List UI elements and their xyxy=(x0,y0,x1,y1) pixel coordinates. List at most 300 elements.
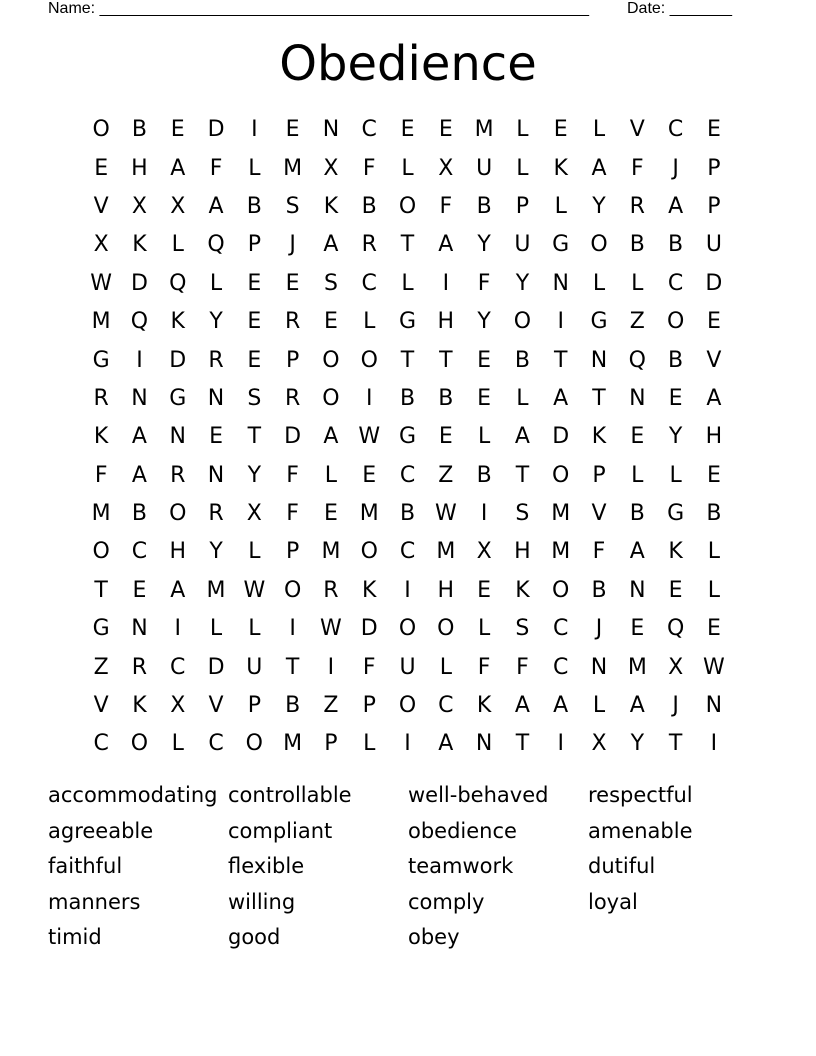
grid-letter[interactable]: X xyxy=(668,654,684,680)
grid-letter[interactable]: E xyxy=(323,309,338,335)
grid-letter[interactable]: F xyxy=(209,155,223,181)
grid-letter[interactable]: E xyxy=(438,424,453,450)
grid-letter[interactable]: L xyxy=(363,731,376,757)
grid-letter[interactable]: Y xyxy=(477,309,491,335)
grid-letter[interactable]: L xyxy=(363,309,376,335)
grid-letter[interactable]: I xyxy=(174,616,181,642)
grid-letter[interactable]: H xyxy=(437,309,455,335)
grid-letter[interactable]: J xyxy=(672,155,679,181)
grid-letter[interactable]: O xyxy=(169,501,187,527)
grid-letter[interactable]: Q xyxy=(207,232,225,258)
grid-letter[interactable]: G xyxy=(92,347,110,373)
grid-letter[interactable]: K xyxy=(668,539,683,565)
grid-letter[interactable]: O xyxy=(92,117,110,143)
grid-letter[interactable]: K xyxy=(476,693,492,719)
grid-letter[interactable]: A xyxy=(553,693,569,719)
grid-letter[interactable]: P xyxy=(707,155,721,181)
date-field[interactable]: Date: _______ xyxy=(627,0,732,17)
grid-letter[interactable]: B xyxy=(629,501,645,527)
grid-letter[interactable]: S xyxy=(323,270,338,296)
grid-letter[interactable]: R xyxy=(170,462,186,488)
grid-letter[interactable]: G xyxy=(667,501,685,527)
grid-letter[interactable]: L xyxy=(554,193,567,219)
grid-letter[interactable]: S xyxy=(247,385,262,411)
grid-row xyxy=(82,418,734,456)
grid-letter[interactable]: B xyxy=(246,193,262,219)
grid-letter[interactable]: E xyxy=(132,577,147,603)
grid-letter[interactable]: L xyxy=(439,654,452,680)
grid-letter[interactable]: B xyxy=(668,347,684,373)
grid-letter[interactable]: L xyxy=(592,117,606,143)
grid-letter[interactable]: N xyxy=(629,385,646,411)
grid-letter[interactable]: J xyxy=(595,616,603,642)
grid-letter[interactable]: U xyxy=(476,155,493,181)
grid-letter[interactable]: I xyxy=(327,654,335,680)
grid-letter[interactable]: L xyxy=(669,462,682,488)
grid-letter[interactable]: W xyxy=(434,501,457,527)
grid-letter[interactable]: L xyxy=(516,155,529,181)
grid-letter[interactable]: Y xyxy=(209,309,223,335)
grid-letter[interactable]: Y xyxy=(477,232,491,258)
grid-letter[interactable]: X xyxy=(131,193,147,219)
grid-letter[interactable]: N xyxy=(590,347,608,373)
grid-letter[interactable]: K xyxy=(591,424,607,450)
grid-letter[interactable]: A xyxy=(514,693,530,719)
grid-letter[interactable]: L xyxy=(707,577,721,603)
grid-letter[interactable]: M xyxy=(474,117,494,143)
grid-letter[interactable]: Y xyxy=(630,731,645,757)
grid-letter[interactable]: O xyxy=(513,309,532,335)
grid-letter[interactable]: E xyxy=(285,117,300,143)
grid-letter[interactable]: R xyxy=(284,309,301,335)
grid-letter[interactable]: R xyxy=(208,347,224,373)
grid-letter[interactable]: M xyxy=(359,501,379,527)
grid-letter[interactable]: Y xyxy=(247,462,262,488)
grid-letter[interactable]: D xyxy=(705,270,723,296)
grid-letter[interactable]: T xyxy=(515,731,530,757)
grid-letter[interactable]: E xyxy=(553,117,568,143)
grid-letter[interactable]: E xyxy=(247,270,262,296)
grid-letter[interactable]: O xyxy=(360,539,378,565)
grid-letter[interactable]: F xyxy=(592,539,606,565)
grid-letter[interactable]: T xyxy=(668,731,683,757)
grid-letter[interactable]: I xyxy=(136,347,143,373)
grid-letter[interactable]: E xyxy=(477,385,492,411)
grid-letter[interactable]: A xyxy=(629,693,645,719)
grid-letter[interactable]: P xyxy=(324,731,338,757)
grid-letter[interactable]: B xyxy=(514,347,530,373)
grid-letter[interactable]: S xyxy=(285,193,300,219)
grid-letter[interactable]: Q xyxy=(130,309,149,335)
grid-letter[interactable]: P xyxy=(707,193,721,219)
grid-letter[interactable]: W xyxy=(243,577,266,603)
grid-letter[interactable]: E xyxy=(438,117,453,143)
grid-letter[interactable]: T xyxy=(94,577,108,603)
grid-letter[interactable]: O xyxy=(398,616,417,642)
grid-letter[interactable]: O xyxy=(590,232,608,258)
grid-letter[interactable]: V xyxy=(591,501,607,527)
grid-letter[interactable]: B xyxy=(131,117,147,143)
grid-letter[interactable]: H xyxy=(169,539,187,565)
grid-letter[interactable]: O xyxy=(552,462,570,488)
grid-letter[interactable]: A xyxy=(170,155,186,181)
grid-letter[interactable]: M xyxy=(206,577,226,603)
grid-letter[interactable]: E xyxy=(477,577,492,603)
grid-letter[interactable]: B xyxy=(476,193,492,219)
grid-letter[interactable]: L xyxy=(209,270,223,296)
grid-letter[interactable]: A xyxy=(438,232,454,258)
grid-letter[interactable]: E xyxy=(630,424,645,450)
grid-letter[interactable]: I xyxy=(557,309,564,335)
grid-letter[interactable]: B xyxy=(361,193,377,219)
grid-letter[interactable]: I xyxy=(289,616,296,642)
grid-letter[interactable]: W xyxy=(90,270,113,296)
word-bank-item: dutiful xyxy=(588,854,656,878)
grid-letter[interactable]: X xyxy=(246,501,262,527)
grid-letter[interactable]: G xyxy=(552,232,570,258)
grid-letter[interactable]: T xyxy=(285,654,300,680)
grid-letter[interactable]: K xyxy=(93,424,109,450)
grid-letter[interactable]: E xyxy=(400,117,415,143)
grid-letter[interactable]: U xyxy=(399,654,416,680)
grid-letter[interactable]: F xyxy=(516,654,529,680)
grid-letter[interactable]: R xyxy=(284,385,301,411)
grid-letter[interactable]: O xyxy=(245,731,263,757)
grid-letter[interactable]: L xyxy=(631,270,644,296)
grid-letter[interactable]: E xyxy=(362,462,377,488)
grid-letter[interactable]: T xyxy=(439,347,453,373)
grid-letter[interactable]: C xyxy=(399,539,416,565)
grid-letter[interactable]: F xyxy=(362,155,376,181)
grid-row xyxy=(82,495,734,533)
grid-letter[interactable]: I xyxy=(710,731,718,757)
grid-letter[interactable]: A xyxy=(514,424,530,450)
grid-letter[interactable]: U xyxy=(705,232,722,258)
grid-letter[interactable]: M xyxy=(436,539,456,565)
grid-letter[interactable]: Y xyxy=(515,270,530,296)
grid-letter[interactable]: C xyxy=(361,270,377,296)
grid-letter[interactable]: C xyxy=(553,654,569,680)
grid-letter[interactable]: B xyxy=(131,501,147,527)
grid-letter[interactable]: I xyxy=(251,117,258,143)
grid-letter[interactable]: S xyxy=(515,501,530,527)
grid-letter[interactable]: Q xyxy=(666,616,685,642)
grid-letter[interactable]: E xyxy=(209,424,223,450)
grid-letter[interactable]: C xyxy=(208,731,224,757)
grid-letter[interactable]: E xyxy=(94,155,109,181)
grid-letter[interactable]: D xyxy=(169,347,187,373)
grid-letter[interactable]: P xyxy=(247,693,261,719)
grid-letter[interactable]: G xyxy=(92,616,110,642)
grid-letter[interactable]: P xyxy=(285,539,300,565)
grid-letter[interactable]: N xyxy=(207,385,225,411)
grid-letter[interactable]: A xyxy=(668,193,684,219)
grid-letter[interactable]: E xyxy=(706,309,721,335)
grid-letter[interactable]: C xyxy=(553,616,569,642)
grid-letter[interactable]: C xyxy=(131,539,148,565)
grid-letter[interactable]: L xyxy=(171,232,184,258)
grid-letter[interactable]: Y xyxy=(668,424,683,450)
grid-letter[interactable]: L xyxy=(401,155,414,181)
grid-letter[interactable]: X xyxy=(323,155,339,181)
grid-letter[interactable]: G xyxy=(398,309,417,335)
grid-letter[interactable]: H xyxy=(437,577,455,603)
grid-letter[interactable]: N xyxy=(131,385,148,411)
grid-letter[interactable]: A xyxy=(553,385,569,411)
name-field[interactable]: Name: _______________________________________________________ xyxy=(48,0,589,17)
grid-letter[interactable]: E xyxy=(706,616,721,642)
grid-letter[interactable]: T xyxy=(247,424,262,450)
grid-letter[interactable]: H xyxy=(705,424,723,450)
grid-letter[interactable]: R xyxy=(629,193,645,219)
grid-letter[interactable]: M xyxy=(283,731,303,757)
grid-letter[interactable]: A xyxy=(131,424,147,450)
grid-letter[interactable]: T xyxy=(553,347,568,373)
grid-letter[interactable]: W xyxy=(320,616,342,642)
grid-letter[interactable]: B xyxy=(476,462,492,488)
grid-letter[interactable]: L xyxy=(248,155,261,181)
worksheet-header xyxy=(48,0,748,20)
grid-letter[interactable]: E xyxy=(285,270,300,296)
grid-letter[interactable]: T xyxy=(592,385,606,411)
grid-letter[interactable]: B xyxy=(438,385,454,411)
grid-letter[interactable]: V xyxy=(208,693,224,719)
grid-letter[interactable]: F xyxy=(630,155,644,181)
grid-letter[interactable]: X xyxy=(170,193,186,219)
grid-letter[interactable]: J xyxy=(289,232,296,258)
grid-letter[interactable]: W xyxy=(703,654,725,680)
grid-letter[interactable]: L xyxy=(324,462,338,488)
grid-letter[interactable]: Q xyxy=(628,347,646,373)
grid-letter[interactable]: Z xyxy=(323,693,339,719)
grid-letter[interactable]: O xyxy=(322,385,340,411)
grid-letter[interactable]: L xyxy=(516,117,529,143)
grid-letter[interactable]: M xyxy=(321,539,341,565)
grid-letter[interactable]: C xyxy=(170,654,186,680)
grid-row xyxy=(82,111,734,149)
grid-letter[interactable]: B xyxy=(591,577,607,603)
grid-letter[interactable]: R xyxy=(361,232,377,258)
grid-letter[interactable]: P xyxy=(515,193,530,219)
grid-letter[interactable]: U xyxy=(246,654,263,680)
grid-letter[interactable]: N xyxy=(705,693,723,719)
grid-letter[interactable]: I xyxy=(557,731,564,757)
grid-letter[interactable]: O xyxy=(130,731,149,757)
grid-letter[interactable]: V xyxy=(706,347,722,373)
grid-letter[interactable]: F xyxy=(94,462,108,488)
grid-letter[interactable]: A xyxy=(170,577,186,603)
grid-letter[interactable]: C xyxy=(93,731,109,757)
grid-row xyxy=(82,265,734,303)
grid-letter[interactable]: N xyxy=(552,270,569,296)
grid-letter[interactable]: X xyxy=(476,539,492,565)
grid-letter[interactable]: K xyxy=(553,155,568,181)
grid-letter[interactable]: F xyxy=(439,193,453,219)
grid-letter[interactable]: X xyxy=(93,232,109,258)
grid-letter[interactable]: L xyxy=(248,616,261,642)
grid-letter[interactable]: N xyxy=(169,424,186,450)
grid-letter[interactable]: L xyxy=(401,270,414,296)
grid-letter[interactable]: E xyxy=(247,309,262,335)
grid-letter[interactable]: Q xyxy=(169,270,187,296)
grid-letter[interactable]: H xyxy=(514,539,531,565)
grid-letter[interactable]: O xyxy=(398,193,417,219)
grid-letter[interactable]: F xyxy=(286,462,299,488)
grid-letter[interactable]: C xyxy=(361,117,377,143)
grid-letter[interactable]: G xyxy=(169,385,187,411)
grid-letter[interactable]: A xyxy=(208,193,224,219)
grid-letter[interactable]: D xyxy=(552,424,570,450)
grid-letter[interactable]: T xyxy=(400,232,415,258)
grid-letter[interactable]: O xyxy=(666,309,685,335)
grid-letter[interactable]: A xyxy=(706,385,722,411)
grid-letter[interactable]: Y xyxy=(592,193,606,219)
grid-letter[interactable]: P xyxy=(592,462,606,488)
grid-letter[interactable]: A xyxy=(591,155,607,181)
grid-letter[interactable]: T xyxy=(400,347,415,373)
grid-letter[interactable]: I xyxy=(442,270,450,296)
grid-letter[interactable]: I xyxy=(480,501,488,527)
grid-letter[interactable]: E xyxy=(668,385,683,411)
grid-letter[interactable]: M xyxy=(551,501,571,527)
grid-letter[interactable]: L xyxy=(171,731,184,757)
grid-letter[interactable]: Z xyxy=(93,654,109,680)
grid-letter[interactable]: L xyxy=(516,385,529,411)
grid-letter[interactable]: I xyxy=(404,731,411,757)
grid-letter[interactable]: B xyxy=(629,232,645,258)
grid-letter[interactable]: L xyxy=(592,270,606,296)
grid-letter[interactable]: Z xyxy=(438,462,454,488)
grid-letter[interactable]: U xyxy=(514,232,531,258)
grid-letter[interactable]: E xyxy=(477,347,492,373)
grid-letter[interactable]: K xyxy=(132,693,147,719)
grid-letter[interactable]: V xyxy=(93,193,109,219)
grid-letter[interactable]: D xyxy=(360,616,378,642)
grid-letter[interactable]: D xyxy=(207,117,225,143)
grid-letter[interactable]: B xyxy=(706,501,722,527)
grid-letter[interactable]: E xyxy=(630,616,645,642)
grid-letter[interactable]: L xyxy=(477,616,491,642)
grid-letter[interactable]: M xyxy=(283,155,303,181)
grid-letter[interactable]: G xyxy=(398,424,417,450)
grid-letter[interactable]: F xyxy=(362,654,376,680)
grid-letter[interactable]: L xyxy=(209,616,223,642)
grid-letter[interactable]: L xyxy=(631,462,644,488)
grid-letter[interactable]: R xyxy=(323,577,339,603)
grid-letter[interactable]: E xyxy=(170,117,185,143)
grid-letter[interactable]: O xyxy=(437,616,455,642)
grid-letter[interactable]: N xyxy=(629,577,646,603)
grid-letter[interactable]: P xyxy=(285,347,300,373)
grid-letter[interactable]: L xyxy=(477,424,491,450)
grid-letter[interactable]: X xyxy=(170,693,186,719)
grid-letter[interactable]: S xyxy=(515,616,530,642)
grid-letter[interactable]: R xyxy=(208,501,224,527)
grid-letter[interactable]: O xyxy=(360,347,378,373)
grid-letter[interactable]: E xyxy=(668,577,683,603)
grid-letter[interactable]: A xyxy=(629,539,645,565)
word-bank-item: manners xyxy=(48,889,141,914)
grid-letter[interactable]: X xyxy=(438,155,454,181)
grid-letter[interactable]: A xyxy=(323,424,339,450)
grid-letter[interactable]: E xyxy=(247,347,262,373)
grid-letter[interactable]: M xyxy=(627,654,647,680)
grid-letter[interactable]: O xyxy=(398,693,417,719)
grid-letter[interactable]: B xyxy=(285,693,301,719)
grid-letter[interactable]: B xyxy=(399,501,416,527)
grid-letter[interactable]: D xyxy=(207,654,225,680)
grid-letter[interactable]: C xyxy=(667,117,684,143)
grid-row xyxy=(82,725,734,763)
grid-letter[interactable]: O xyxy=(552,577,570,603)
grid-letter[interactable]: G xyxy=(590,309,608,335)
grid-letter[interactable]: P xyxy=(362,693,376,719)
grid-letter[interactable]: I xyxy=(365,385,373,411)
grid-letter[interactable]: J xyxy=(672,693,679,719)
grid-letter[interactable]: K xyxy=(323,193,339,219)
grid-letter[interactable]: B xyxy=(668,232,684,258)
grid-letter[interactable]: X xyxy=(591,731,607,757)
grid-letter[interactable]: I xyxy=(404,577,411,603)
grid-letter[interactable]: C xyxy=(438,693,454,719)
word-bank-item: comply xyxy=(408,889,485,914)
grid-letter[interactable]: K xyxy=(132,232,147,258)
grid-letter[interactable]: N xyxy=(590,654,608,680)
grid-letter[interactable]: Z xyxy=(629,309,645,335)
grid-letter[interactable]: F xyxy=(477,654,491,680)
grid-letter[interactable]: C xyxy=(667,270,684,296)
grid-letter[interactable]: B xyxy=(399,385,416,411)
grid-letter[interactable]: A xyxy=(323,232,339,258)
grid-letter[interactable]: M xyxy=(551,539,571,565)
grid-letter[interactable]: L xyxy=(707,539,721,565)
grid-letter[interactable]: A xyxy=(131,462,147,488)
grid-letter[interactable]: O xyxy=(283,577,302,603)
grid-letter[interactable]: W xyxy=(358,424,381,450)
grid-letter[interactable]: N xyxy=(131,616,148,642)
grid-letter[interactable]: T xyxy=(515,462,530,488)
grid-letter[interactable]: M xyxy=(91,309,111,335)
grid-letter[interactable]: E xyxy=(323,501,338,527)
grid-letter[interactable]: K xyxy=(362,577,377,603)
grid-letter[interactable]: N xyxy=(322,117,340,143)
grid-letter[interactable]: R xyxy=(93,385,109,411)
grid-letter[interactable]: K xyxy=(170,309,185,335)
grid-letter[interactable]: O xyxy=(322,347,340,373)
grid-letter[interactable]: R xyxy=(131,654,148,680)
grid-letter[interactable]: A xyxy=(438,731,454,757)
grid-letter[interactable]: L xyxy=(592,693,606,719)
grid-letter[interactable]: E xyxy=(706,117,721,143)
grid-letter[interactable]: N xyxy=(207,462,225,488)
grid-letter[interactable]: M xyxy=(91,501,111,527)
grid-letter[interactable]: O xyxy=(92,539,110,565)
grid-letter[interactable]: C xyxy=(399,462,416,488)
grid-letter[interactable]: N xyxy=(475,731,493,757)
grid-letter[interactable]: V xyxy=(629,117,645,143)
grid-letter[interactable]: D xyxy=(284,424,302,450)
grid-letter[interactable]: V xyxy=(93,693,109,719)
grid-letter[interactable]: Y xyxy=(209,539,223,565)
grid-letter[interactable]: K xyxy=(515,577,530,603)
grid-letter[interactable]: E xyxy=(706,462,721,488)
grid-letter[interactable]: F xyxy=(477,270,491,296)
grid-letter[interactable]: H xyxy=(131,155,148,181)
grid-letter[interactable]: D xyxy=(130,270,148,296)
grid-letter[interactable]: P xyxy=(247,232,261,258)
grid-letter[interactable]: L xyxy=(248,539,261,565)
grid-letter[interactable]: F xyxy=(286,501,299,527)
